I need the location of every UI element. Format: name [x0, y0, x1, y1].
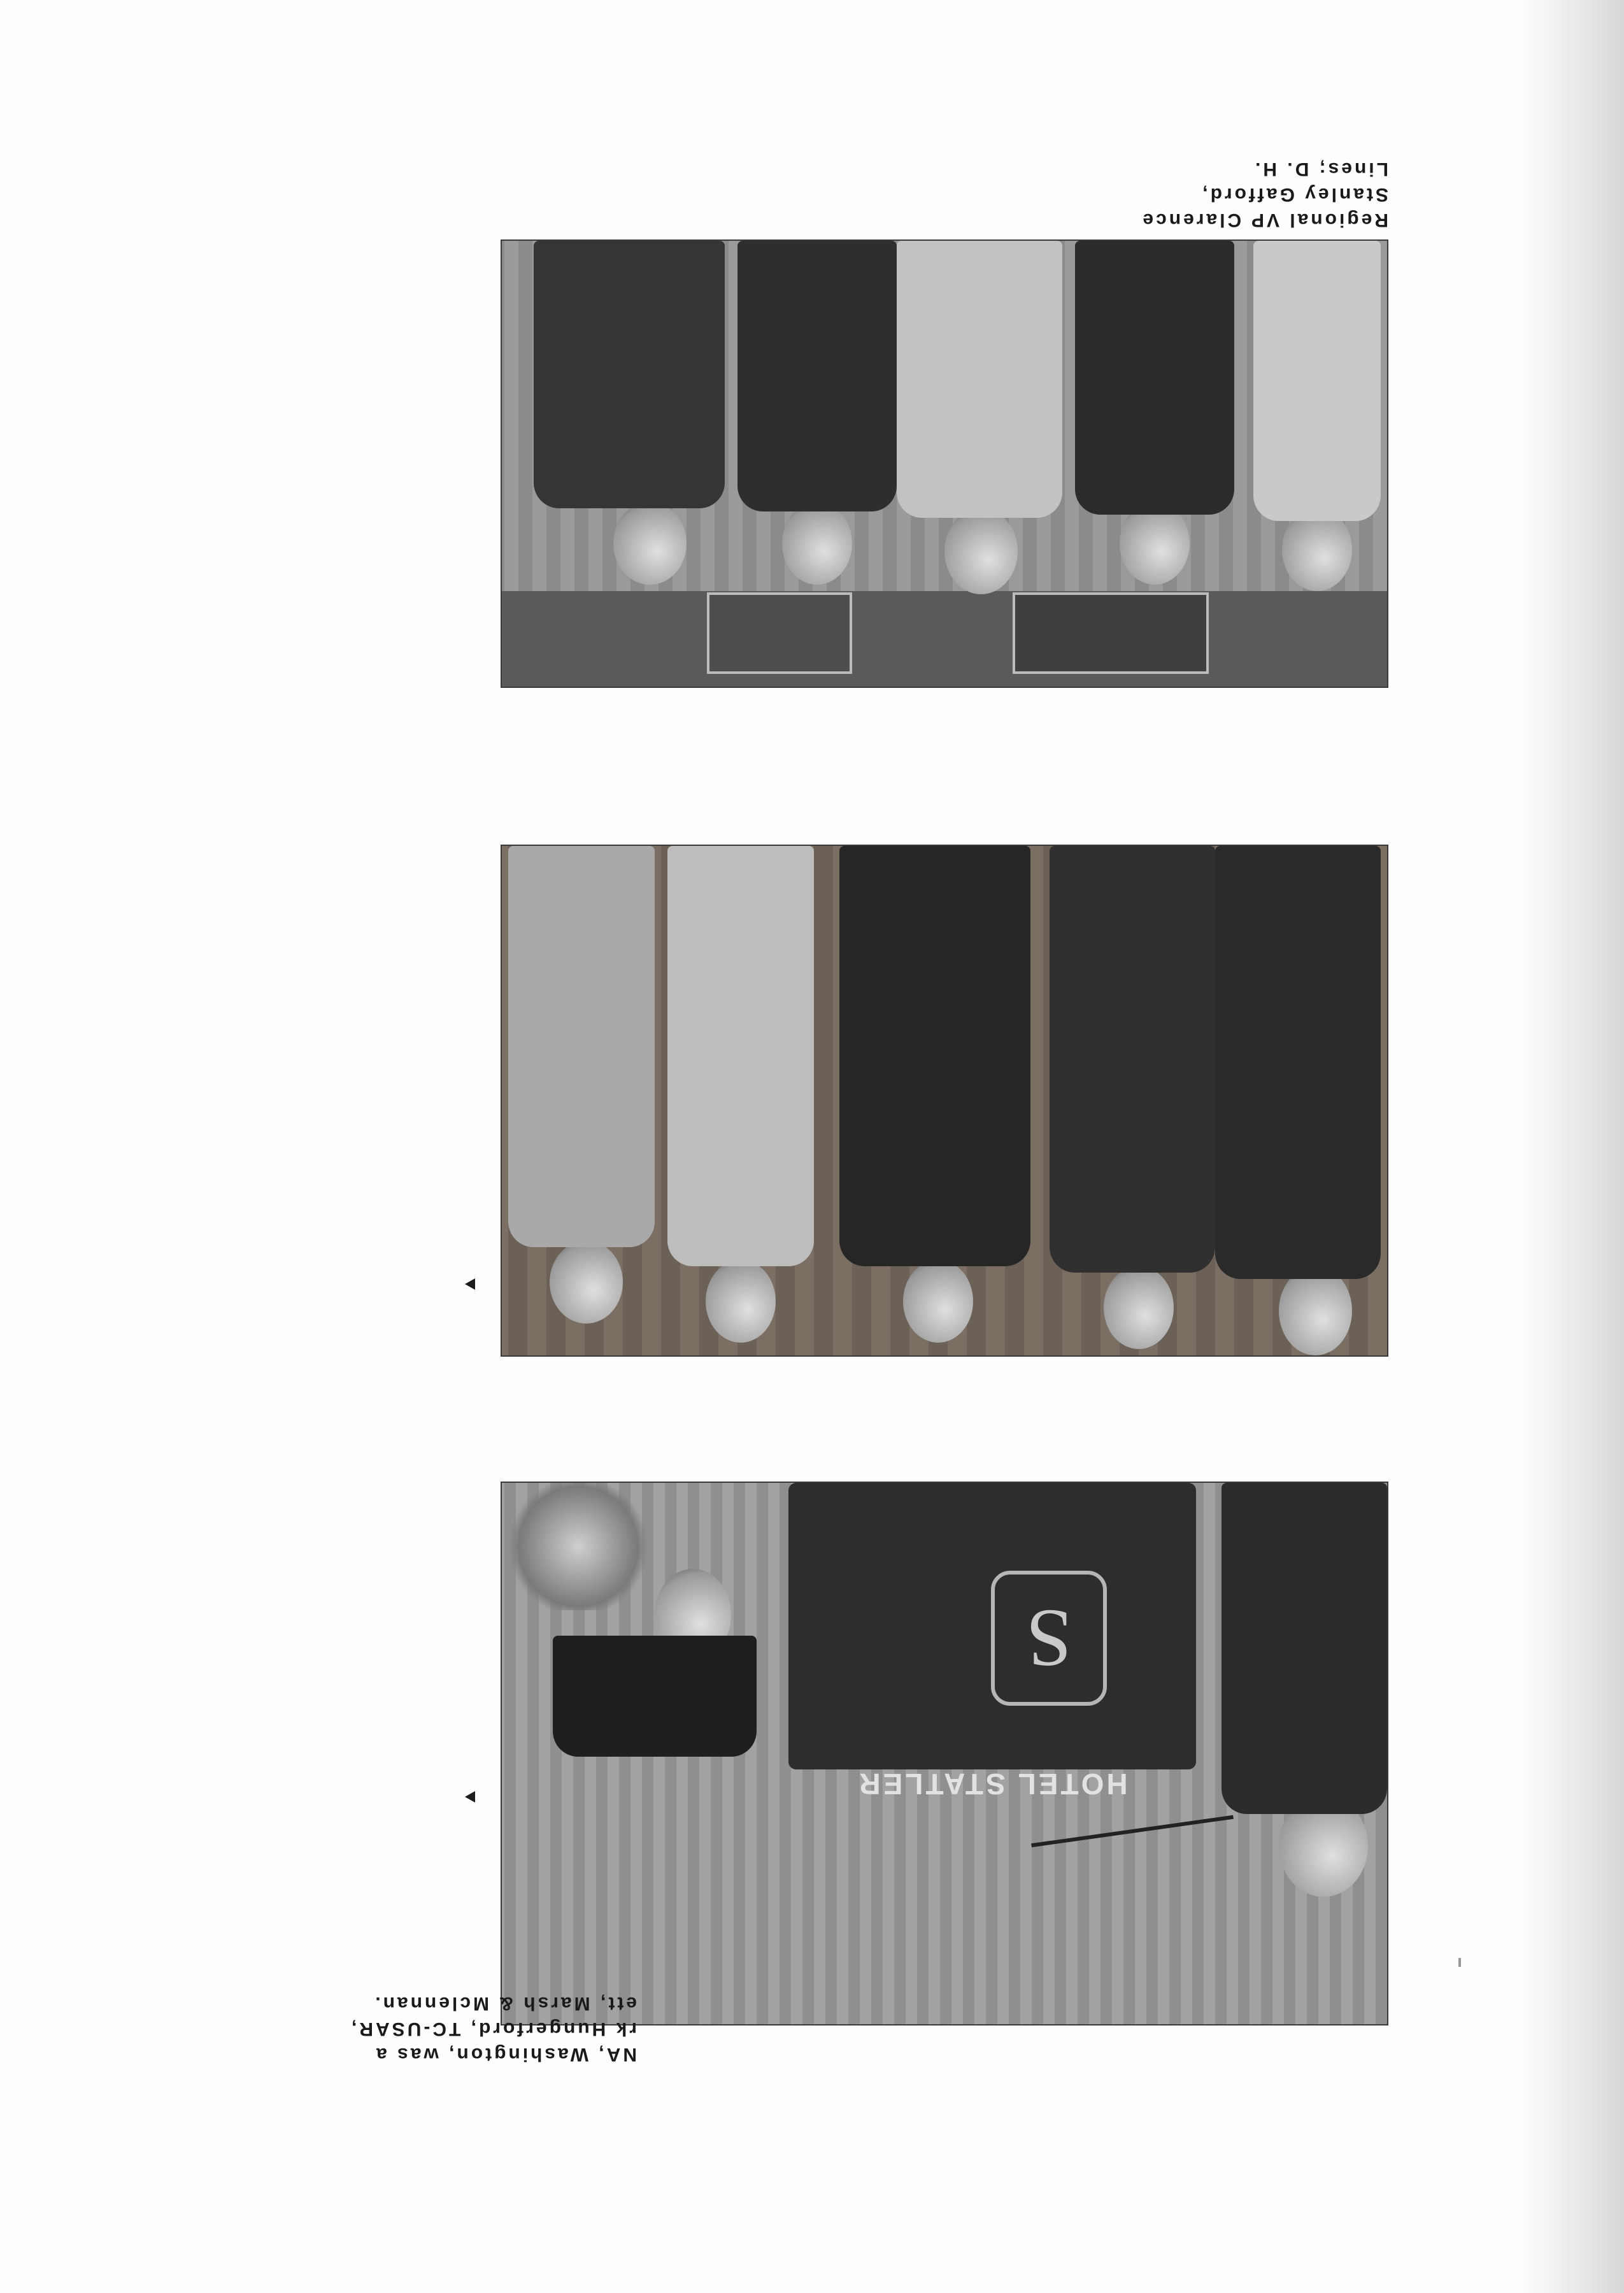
podium-sign: HOTEL STATLER: [857, 1768, 1128, 1801]
podium-logo: S: [1025, 1592, 1072, 1684]
caption-line: rk Hungerford, TC-USAR,: [349, 2018, 637, 2039]
triangle-marker-icon: [465, 1278, 475, 1290]
caption-line: ett, Marsh & Mclennan.: [373, 1993, 637, 2014]
caption-line: Stanley Gafford,: [1200, 184, 1388, 205]
podium-photo-hotel-statler: [501, 1482, 1388, 2025]
group-photo-five-men-top: [501, 239, 1388, 688]
bottom-photo-caption: [349, 1990, 637, 2067]
caption-line: Regional VP Clarence: [1140, 210, 1388, 231]
triangle-marker-icon: [465, 1791, 475, 1803]
caption-line: NA, Washington, was a: [374, 2044, 637, 2065]
scan-speck: [1458, 1958, 1461, 1967]
caption-line: Lines; D. H.: [1252, 159, 1388, 180]
group-photo-five-men-middle: [501, 845, 1388, 1357]
top-photo-caption: [1140, 156, 1388, 232]
